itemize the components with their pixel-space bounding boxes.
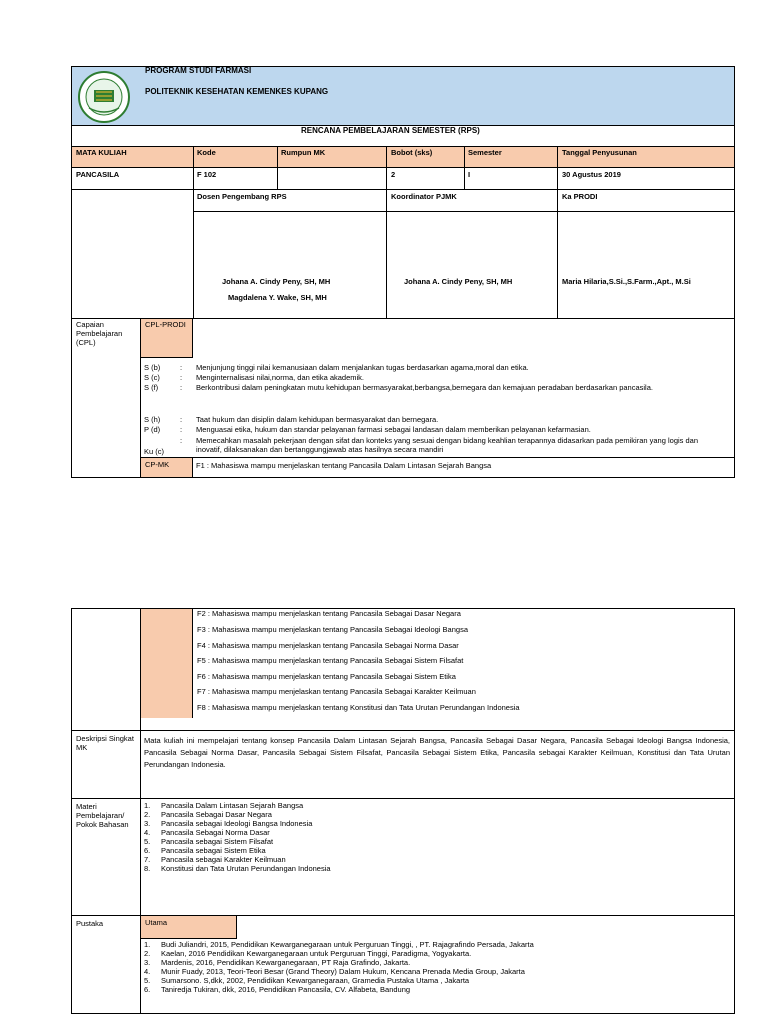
divider (557, 147, 558, 318)
pustaka-item: 4. Munir Fuady, 2013, Teori-Teori Besar (Grand Theory) Dalam Hukum, Kencana Prenada Media Group, Jakarta (144, 967, 525, 976)
pustaka-label: Pustaka (76, 919, 104, 928)
cpmk-item: F1 : Mahasiswa mampu menjelaskan tentang Pancasila Dalam Lintasan Sejarah Bangsa (196, 461, 492, 470)
cpmk-item: F2 : Mahasiswa mampu menjelaskan tentang Pancasila Sebagai Dasar Negara (197, 609, 461, 618)
cpl-code: P (d) (144, 425, 161, 434)
utama-label: Utama (141, 916, 237, 939)
cpl-label: Capaian Pembelajaran (CPL) (76, 320, 123, 347)
cpl-code: S (h) (144, 415, 161, 424)
materi-item: 7. Pancasila sebagai Karakter Keilmuan (144, 855, 286, 864)
institution-logo (77, 70, 131, 124)
header-kode: Kode (197, 148, 216, 157)
materi-list (144, 801, 724, 873)
divider (192, 457, 193, 477)
cpmk-item: F7 : Mahasiswa mampu menjelaskan tentang Pancasila Sebagai Karakter Keilmuan (197, 687, 476, 696)
divider (192, 318, 193, 358)
cpl-code: S (b) (144, 363, 161, 372)
cpl-sep: : (180, 373, 183, 382)
desc-text: Mata kuliah ini mempelajari tentang konsep Pancasila Dalam Lintasan Sejarah Bangsa, Pancasila Sebagai Dasar Negara, Pancasila Sebagai Ideologi Bangsa Indonesia, Pancasila Sebagai Norma Dasar, Pancasila Sebagai Sistem Filsafat, Pancasila Sebagai Sistem Etika, Pancasila sebagai Karakter Keilmuan, Konstitusi dan Tata Urutan Perundangan Indonesia. (144, 736, 730, 769)
materi-item: 5. Pancasila sebagai Sistem Filsafat (144, 837, 274, 846)
cpl-text: Berkontribusi dalam peningkatan mutu kehidupan bermasyarakat,berbangsa,bernegara dan kemajuan peradaban berdasarkan pancasila. (196, 383, 653, 392)
desc-label: Deskripsi Singkat MK (76, 734, 134, 752)
cpmk-continuation-cell (141, 609, 192, 718)
cpmk-label: CP-MK (141, 458, 192, 477)
header-semester: Semester (468, 148, 502, 157)
institution-title: POLITEKNIK KESEHATAN KEMENKES KUPANG (145, 87, 329, 96)
cpl-code: Ku (c) (144, 447, 165, 456)
cpl-text: Menginternalisasi nilai,norma, dan etika akademik. (196, 373, 365, 382)
header-rumpun: Rumpun MK (281, 148, 326, 157)
divider (140, 457, 734, 458)
header-bobot: Bobot (sks) (391, 148, 433, 157)
cpl-sep: : (180, 383, 183, 392)
role-kaprodi: Ka PRODI (562, 192, 598, 201)
divider (72, 189, 734, 190)
program-title: PROGRAM STUDI FARMASI (145, 66, 252, 75)
cpl-sep: : (180, 436, 183, 445)
divider (193, 211, 734, 212)
cpl-text: Taat hukum dan disiplin dalam kehidupan bermasyarakat dan bernegara. (196, 415, 439, 424)
cpmk-item: F4 : Mahasiswa mampu menjelaskan tentang Pancasila Sebagai Norma Dasar (197, 641, 459, 650)
pustaka-item: 5. Sumarsono. S,dkk, 2002, Pendidikan Kewarganegaraan, Gramedia Pustaka Utama , Jakarta (144, 976, 470, 985)
value-kode: F 102 (197, 170, 217, 179)
divider (72, 798, 734, 799)
divider (386, 147, 387, 318)
pustaka-list (144, 940, 730, 994)
cpl-prodi-label: CPL-PRODI (141, 319, 192, 357)
cpl-code: S (c) (144, 373, 160, 382)
divider (72, 730, 734, 731)
pustaka-item: 3. Mardenis, 2016, Pendidikan Kewarganegaraan, PT Raja Grafindo, Jakarta. (144, 958, 411, 967)
cpmk-item: F3 : Mahasiswa mampu menjelaskan tentang Pancasila Sebagai Ideologi Bangsa (197, 625, 468, 634)
divider (140, 608, 141, 1014)
materi-label: Materi Pembelajaran/ Pokok Bahasan (76, 802, 129, 829)
cpl-text: Menjunjung tinggi nilai kemanusiaan dalam menjalankan tugas berdasarkan agama,moral dan etika. (196, 363, 529, 372)
developer-name-2: Magdalena Y. Wake, SH, MH (228, 293, 327, 302)
divider (192, 608, 193, 718)
cpl-text: Memecahkan masalah pekerjaan dengan sifat dan konteks yang sesuai dengan bidang keahlian terapannya didasarkan pada pemikiran yang logis dan inovatif, dilaksanakan dan bertanggungjawab atas hasilnya secara mandiri (196, 436, 699, 454)
materi-item: 4. Pancasila Sebagai Norma Dasar (144, 828, 270, 837)
materi-item: 6. Pancasila sebagai Sistem Etika (144, 846, 266, 855)
divider (464, 147, 465, 189)
doc-title: RENCANA PEMBELAJARAN SEMESTER (RPS) (301, 126, 480, 135)
role-koordinator: Koordinator PJMK (391, 192, 457, 201)
head-name: Maria Hilaria,S.Si.,S.Farm.,Apt., M.Si (562, 277, 691, 286)
materi-item: 3. Pancasila sebagai Ideologi Bangsa Indonesia (144, 819, 313, 828)
materi-item: 8. Konstitusi dan Tata Urutan Perundangan Indonesia (144, 864, 331, 873)
header-tanggal: Tanggal Penyusunan (562, 148, 637, 157)
header-mata-kuliah: MATA KULIAH (76, 148, 127, 157)
cpmk-item: F8 : Mahasiswa mampu menjelaskan tentang Konstitusi dan Tata Urutan Perundangan Indonesia (197, 703, 520, 712)
cpl-sep: : (180, 363, 183, 372)
divider (193, 147, 194, 318)
cpl-code: S (f) (144, 383, 159, 392)
value-mata-kuliah: PANCASILA (76, 170, 120, 179)
materi-item: 2. Pancasila Sebagai Dasar Negara (144, 810, 272, 819)
cpl-sep: : (180, 415, 183, 424)
value-tanggal: 30 Agustus 2019 (562, 170, 621, 179)
materi-item: 1. Pancasila Dalam Lintasan Sejarah Bangsa (144, 801, 304, 810)
pustaka-item: 2. Kaelan, 2016 Pendidikan Kewarganegaraan untuk Perguruan Tinggi, Paradigma, Yogyakarta. (144, 949, 472, 958)
cpmk-item: F5 : Mahasiswa mampu menjelaskan tentang Pancasila Sebagai Sistem Filsafat (197, 656, 464, 665)
developer-name-1: Johana A. Cindy Peny, SH, MH (222, 277, 331, 286)
cpl-text: Menguasai etika, hukum dan standar pelayanan farmasi sebagai landasan dalam memberikan pelayanan kefarmasian. (196, 425, 591, 434)
pustaka-item: 6. Taniredja Tukiran, dkk, 2016, Pendidikan Pancasila, CV. Alfabeta, Bandung (144, 985, 411, 994)
divider (141, 357, 193, 358)
divider (277, 147, 278, 189)
role-dosen: Dosen Pengembang RPS (197, 192, 287, 201)
value-semester: I (468, 170, 471, 179)
cpl-sep: : (180, 425, 183, 434)
value-bobot: 2 (391, 170, 396, 179)
coordinator-name: Johana A. Cindy Peny, SH, MH (404, 277, 513, 286)
cpmk-item: F6 : Mahasiswa mampu menjelaskan tentang Pancasila Sebagai Sistem Etika (197, 672, 456, 681)
pustaka-item: 1. Budi Juliandri, 2015, Pendidikan Kewarganegaraan untuk Perguruan Tinggi, , PT. Rajagrafindo Persada, Jakarta (144, 940, 534, 949)
